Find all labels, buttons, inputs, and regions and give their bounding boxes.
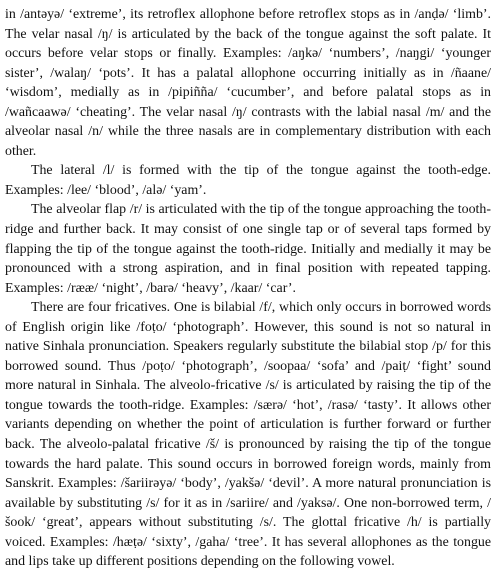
paragraph-alveolar-flap: The alveolar flap /r/ is articulated with the tip of the tongue approaching the tooth-ridge and further back. It may consist of one single tap or of several taps formed by flapping the tip of the tongue against the tooth-ridge. Initially and medially it may be pronounced with a strong aspiration, and in final position with repeated tapping. Examples: /rææ/ ‘night’, /barə/ ‘heavy’, /kaar/ ‘car’. <box>5 202 491 296</box>
paragraph-fricatives: There are four fricatives. One is bilabial /f/, which only occurs in borrowed words of English origin like /foṭo/ ‘photograph’. However, this sound is not so natural in native Sinhala pronunciation. Speakers regularly substitute the bilabial stop /p/ for this borrowed sound. Thus /poṭo/ ‘photograph’, /soopaa/ ‘sofa’ and /paiṭ/ ‘fight’ sound more natural in Sinhala. The alveolo-fricative /s/ is articulated by raising the tip of the tongue towards the tooth-ridge. Examples: /særə/ ‘hot’, /rasə/ ‘tasty’. It allows other variants depending on whether the point of articulation is further forward or further back. The alveolo-palatal fricative /š/ is pronounced by raising the tip of the tongue towards the hard palate. This sound occurs in borrowed foreign words, mainly from Sanskrit. Examples: /šariirəyə/ ‘body’, /yakšə/ ‘devil’. A more natural pronunciation is available by substituting /s/ for it as in /sariire/ and /yaksə/. One non-borrowed term, /šook/ ‘great’, appears without substituting /s/. The glottal fricative /h/ is partially voiced. Examples: /hæṭə/ ‘sixty’, /gaha/ ‘tree’. It has several allophones as the tongue and lips take up different positions depending on the following vowel. <box>5 300 491 570</box>
paragraph-lateral: The lateral /l/ is formed with the tip of the tongue against the tooth-edge. Examples: /lee/ ‘blood’, /alə/ ‘yam’. <box>5 163 491 198</box>
document-page <box>5 5 491 572</box>
paragraph-velar-nasal: in /antəyə/ ‘extreme’, its retroflex allophone before retroflex stops as in /anḍə/ ‘limb’. The velar nasal /ŋ/ is articulated by the back of the tongue against the soft palate. It occurs before velar stops or finally. Examples: /aŋkə/ ‘numbers’, /naŋgi/ ‘younger sister’, /walaŋ/ ‘pots’. It has a palatal allophone occurring initially as in /ñaane/ ‘wisdom’, medially as in /pipiñña/ ‘cucumber’, and before palatal stops as in /wañcaawə/ ‘cheating’. The velar nasal /ŋ/ contrasts with the labial nasal /m/ and the alveolar nasal /n/ while the three nasals are in complementary distribution with each other. <box>5 7 491 159</box>
